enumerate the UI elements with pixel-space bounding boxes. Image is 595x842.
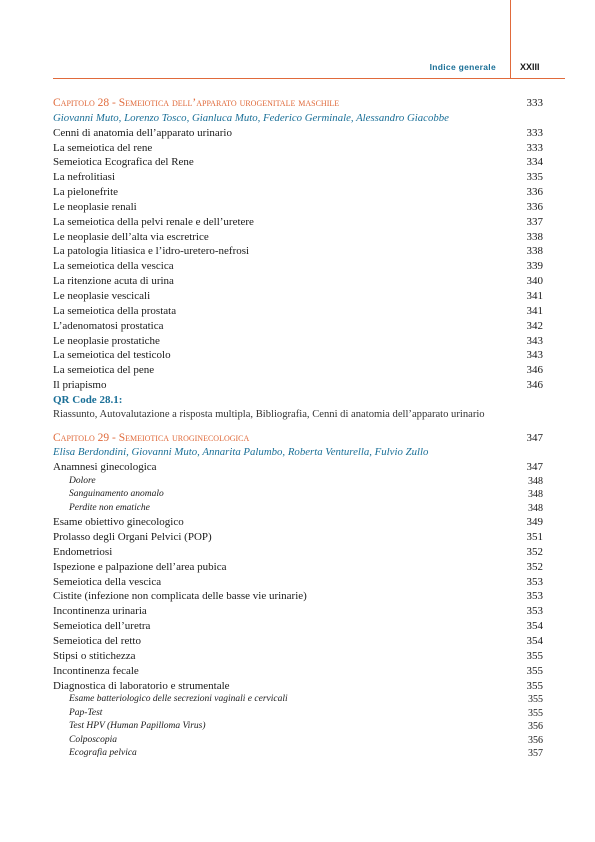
toc-entry-label: Prolasso degli Organi Pelvici (POP) [53,531,212,544]
page-number: XXIII [520,62,540,72]
toc-subentry-label: Perdite non ematiche [69,502,150,513]
toc-entry[interactable] [53,334,543,349]
toc-entry[interactable] [53,634,543,649]
toc-subentry[interactable] [53,502,543,515]
toc-entry-label: Ispezione e palpazione dell’area pubica [53,560,227,573]
toc-entry-page: 346 [526,379,543,392]
toc-entry-page: 340 [526,275,543,288]
toc-entry-page: 333 [526,126,543,139]
toc-entry-page: 338 [526,245,543,258]
toc-subentry-label: Colposcopia [69,734,118,745]
toc-subentry[interactable] [53,734,543,747]
toc-subentry-page: 356 [528,734,543,746]
toc-entry[interactable] [53,304,543,319]
table-of-contents [53,96,543,760]
toc-entry-label: La semeiotica della vescica [53,260,174,273]
toc-entry-page: 343 [526,349,543,362]
chapter-heading-page: 347 [526,431,543,444]
toc-entry[interactable] [53,530,543,545]
toc-subentry-label: Pap-Test [69,707,103,718]
toc-entry-page: 338 [526,230,543,243]
toc-entry-label: La semeiotica della pelvi renale e dell’uretere [53,215,254,228]
toc-entry-page: 355 [526,679,543,692]
toc-entry-page: 335 [526,171,543,184]
toc-subentry-page: 355 [528,707,543,719]
chapter-heading-page: 333 [526,97,543,109]
toc-entry-label: Esame obiettivo ginecologico [53,516,184,529]
toc-entry-label: La semeiotica della prostata [53,304,177,317]
qr-code-link[interactable] [53,393,543,408]
toc-entry-label: Incontinenza urinaria [53,605,147,618]
toc-entry[interactable] [53,604,543,619]
toc-entry-label: Endometriosi [53,545,113,558]
chapter-authors [53,445,543,460]
toc-entry[interactable] [53,141,543,156]
chapter-heading-label: Capitolo 28 - Semeiotica dell’apparato urogenitale maschile [53,97,340,109]
toc-entry-label: Incontinenza fecale [53,664,139,677]
toc-entry[interactable] [53,230,543,245]
toc-subentry-label: Esame batteriologico delle secrezioni vaginali e cervicali [69,694,288,705]
toc-entry-label: La semeiotica del testicolo [53,349,171,362]
toc-subentry-label: Dolore [69,476,96,487]
toc-entry-label: Anamnesi ginecologica [53,461,157,474]
toc-entry[interactable] [53,126,543,141]
toc-entry-page: 351 [526,531,543,544]
toc-subentry-page: 348 [528,489,543,501]
toc-subentry-label: Sanguinamento anomalo [69,489,164,500]
toc-entry-label: La pielonefrite [53,186,119,199]
toc-entry-page: 341 [526,304,543,317]
toc-entry[interactable] [53,259,543,274]
toc-entry-page: 333 [526,141,543,154]
toc-entry-label: La patologia litiasica e l’idro-uretero-nefrosi [53,245,250,258]
toc-entry[interactable] [53,200,543,215]
header-horizontal-rule [53,78,565,79]
toc-entry[interactable] [53,378,543,393]
toc-entry[interactable] [53,170,543,185]
toc-entry[interactable] [53,185,543,200]
toc-entry-page: 353 [526,605,543,618]
toc-entry-page: 334 [526,156,543,169]
toc-entry-page: 339 [526,260,543,273]
toc-subentry-page: 348 [528,502,543,514]
qr-code-contents [53,408,543,423]
toc-entry-label: La semeiotica del rene [53,141,153,154]
toc-entry-label: Cenni di anatomia dell’apparato urinario [53,126,232,139]
toc-subentry[interactable] [53,707,543,720]
toc-entry-label: La nefrolitiasi [53,171,116,184]
chapter-spacer [53,423,543,431]
toc-entry-page: 354 [526,635,543,648]
toc-entry-label: La ritenzione acuta di urina [53,275,174,288]
toc-subentry[interactable] [53,693,543,706]
toc-entry[interactable] [53,560,543,575]
toc-subentry-label: Ecografia pelvica [69,747,137,758]
toc-entry-page: 355 [526,649,543,662]
toc-subentry-label: Test HPV (Human Papilloma Virus) [69,721,206,732]
toc-subentry-page: 355 [528,694,543,706]
toc-entry-page: 346 [526,364,543,377]
toc-entry-label: Le neoplasie renali [53,200,137,213]
toc-entry[interactable] [53,319,543,334]
toc-entry-label: Le neoplasie prostatiche [53,334,160,347]
toc-entry-page: 336 [526,200,543,213]
toc-entry[interactable] [53,274,543,289]
toc-subentry[interactable] [53,488,543,501]
toc-entry[interactable] [53,545,543,560]
toc-entry[interactable] [53,679,543,694]
toc-entry-label: Stipsi o stitichezza [53,649,136,662]
header-vertical-rule [510,0,511,78]
toc-entry[interactable] [53,244,543,259]
toc-entry-page: 354 [526,620,543,633]
chapter-authors-label: Giovanni Muto, Lorenzo Tosco, Gianluca Muto, Federico Germinale, Alessandro Giacobbe [53,111,449,124]
qr-code-contents-label: Riassunto, Autovalutazione a risposta multipla, Bibliografia, Cenni di anatomia dell’apparato urinario [53,408,485,420]
toc-entry-label: Cistite (infezione non complicata delle basse vie urinarie) [53,590,307,603]
qr-code-link-label: QR Code 28.1: [53,393,123,406]
toc-subentry-page: 357 [528,747,543,759]
toc-entry-page: 353 [526,575,543,588]
toc-entry[interactable] [53,664,543,679]
toc-entry[interactable] [53,363,543,378]
toc-entry-page: 336 [526,186,543,199]
toc-entry-page: 352 [526,545,543,558]
toc-entry-label: Semeiotica del retto [53,635,141,648]
toc-entry-label: Il priapismo [53,379,107,392]
chapter-authors-label: Elisa Berdondini, Giovanni Muto, Annarita Palumbo, Roberta Venturella, Fulvio Zullo [53,446,429,459]
toc-entry-label: Semeiotica dell’uretra [53,620,151,633]
chapter-heading[interactable] [53,431,543,446]
running-title: Indice generale [429,62,496,72]
toc-subentry[interactable] [53,720,543,733]
toc-entry[interactable] [53,575,543,590]
toc-entry[interactable] [53,215,543,230]
toc-entry[interactable] [53,589,543,604]
chapter-heading[interactable] [53,96,543,111]
toc-subentry-page: 356 [528,721,543,733]
toc-entry[interactable] [53,619,543,634]
toc-entry-label: Diagnostica di laboratorio e strumentale [53,679,230,692]
toc-entry[interactable] [53,289,543,304]
toc-entry[interactable] [53,155,543,170]
chapter-heading-label: Capitolo 29 - Semeiotica uroginecologica [53,431,250,444]
toc-subentry[interactable] [53,475,543,488]
toc-entry-label: Semeiotica Ecografica del Rene [53,156,194,169]
toc-entry-page: 353 [526,590,543,603]
toc-entry-page: 341 [526,289,543,302]
toc-entry-page: 355 [526,664,543,677]
toc-entry-page: 343 [526,334,543,347]
toc-entry-label: Semeiotica della vescica [53,575,162,588]
toc-entry[interactable] [53,348,543,363]
toc-entry-label: La semeiotica del pene [53,364,155,377]
toc-entry-page: 347 [526,461,543,474]
toc-subentry[interactable] [53,747,543,760]
toc-entry-page: 349 [526,516,543,529]
toc-subentry-page: 348 [528,476,543,488]
toc-entry[interactable] [53,515,543,530]
toc-entry-label: L’adenomatosi prostatica [53,319,164,332]
toc-entry-page: 342 [526,319,543,332]
toc-entry-label: Le neoplasie vescicali [53,289,151,302]
toc-entry-page: 337 [526,215,543,228]
toc-entry[interactable] [53,649,543,664]
chapter-authors [53,111,543,126]
toc-entry[interactable] [53,460,543,475]
toc-entry-label: Le neoplasie dell’alta via escretrice [53,230,209,243]
toc-entry-page: 352 [526,560,543,573]
